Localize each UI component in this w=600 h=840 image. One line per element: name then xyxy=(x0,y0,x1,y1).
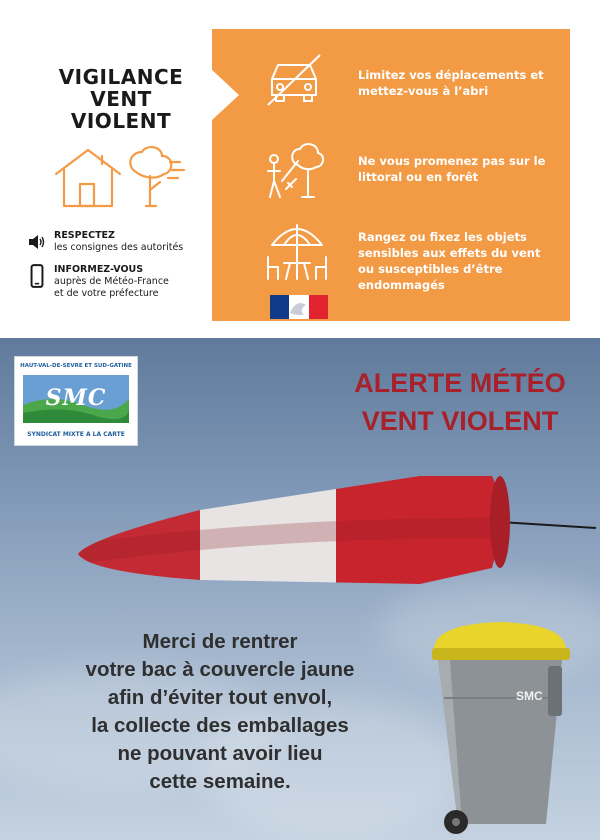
vigilance-title-line: VIOLENT xyxy=(70,109,172,133)
tip-respect-text: les consignes des autorités xyxy=(54,242,184,253)
alert-title-line: VENT VIOLENT xyxy=(361,406,559,436)
republique-francaise-logo xyxy=(270,295,328,319)
smc-logo-top: HAUT-VAL-DE-SEVRE ET SUD-GATINE xyxy=(20,363,132,369)
no-car-icon xyxy=(262,51,326,109)
vigilance-title-line: VIGILANCE xyxy=(58,65,184,89)
message-line: ne pouvant avoir lieu xyxy=(117,742,323,765)
message-line: la collecte des emballages xyxy=(91,714,349,737)
walker-tree-icon xyxy=(262,141,326,201)
bin-label: SMC xyxy=(516,689,543,703)
phone-icon xyxy=(28,264,46,288)
windsock-icon xyxy=(60,468,600,598)
advice-text: Rangez ou fixez les objets sensibles aux effets du vent ou susceptibles d’être endommagés xyxy=(358,230,541,292)
tip-inform-title: INFORMEZ-VOUS xyxy=(54,264,144,275)
tip-inform xyxy=(28,264,169,300)
tip-inform-line: et de votre préfecture xyxy=(54,288,159,299)
tip-respect xyxy=(28,230,183,254)
panel-arrow xyxy=(211,69,239,121)
smc-logo xyxy=(14,356,138,446)
advice-text: Limitez vos déplacements et mettez-vous à l’abri xyxy=(358,68,544,98)
advice-text: Ne vous promenez pas sur le littoral ou en forêt xyxy=(358,154,546,184)
smc-logo-word: SMC xyxy=(45,385,107,411)
house-tree-icon xyxy=(52,144,192,214)
message-line: votre bac à couvercle jaune xyxy=(85,658,355,681)
alert-title xyxy=(330,364,590,440)
alert-message xyxy=(40,628,400,796)
tip-respect-title: RESPECTEZ xyxy=(54,230,115,241)
vigilance-banner xyxy=(0,0,600,338)
advice-panel xyxy=(212,29,570,321)
smc-logo-bottom: SYNDICAT MIXTE A LA CARTE xyxy=(27,431,125,438)
vigilance-title-line: VENT xyxy=(90,87,152,111)
message-line: afin d’éviter tout envol, xyxy=(107,686,333,709)
message-line: Merci de rentrer xyxy=(142,630,298,653)
parasol-table-icon xyxy=(262,219,332,283)
message-line: cette semaine. xyxy=(149,770,291,793)
wind-alert-poster xyxy=(0,338,600,840)
vigilance-title xyxy=(40,66,202,132)
speaker-icon xyxy=(28,230,46,254)
alert-title-line: ALERTE MÉTÉO xyxy=(354,368,566,398)
yellow-lid-bin-icon xyxy=(420,618,580,838)
tip-inform-line: auprès de Météo-France xyxy=(54,276,169,287)
